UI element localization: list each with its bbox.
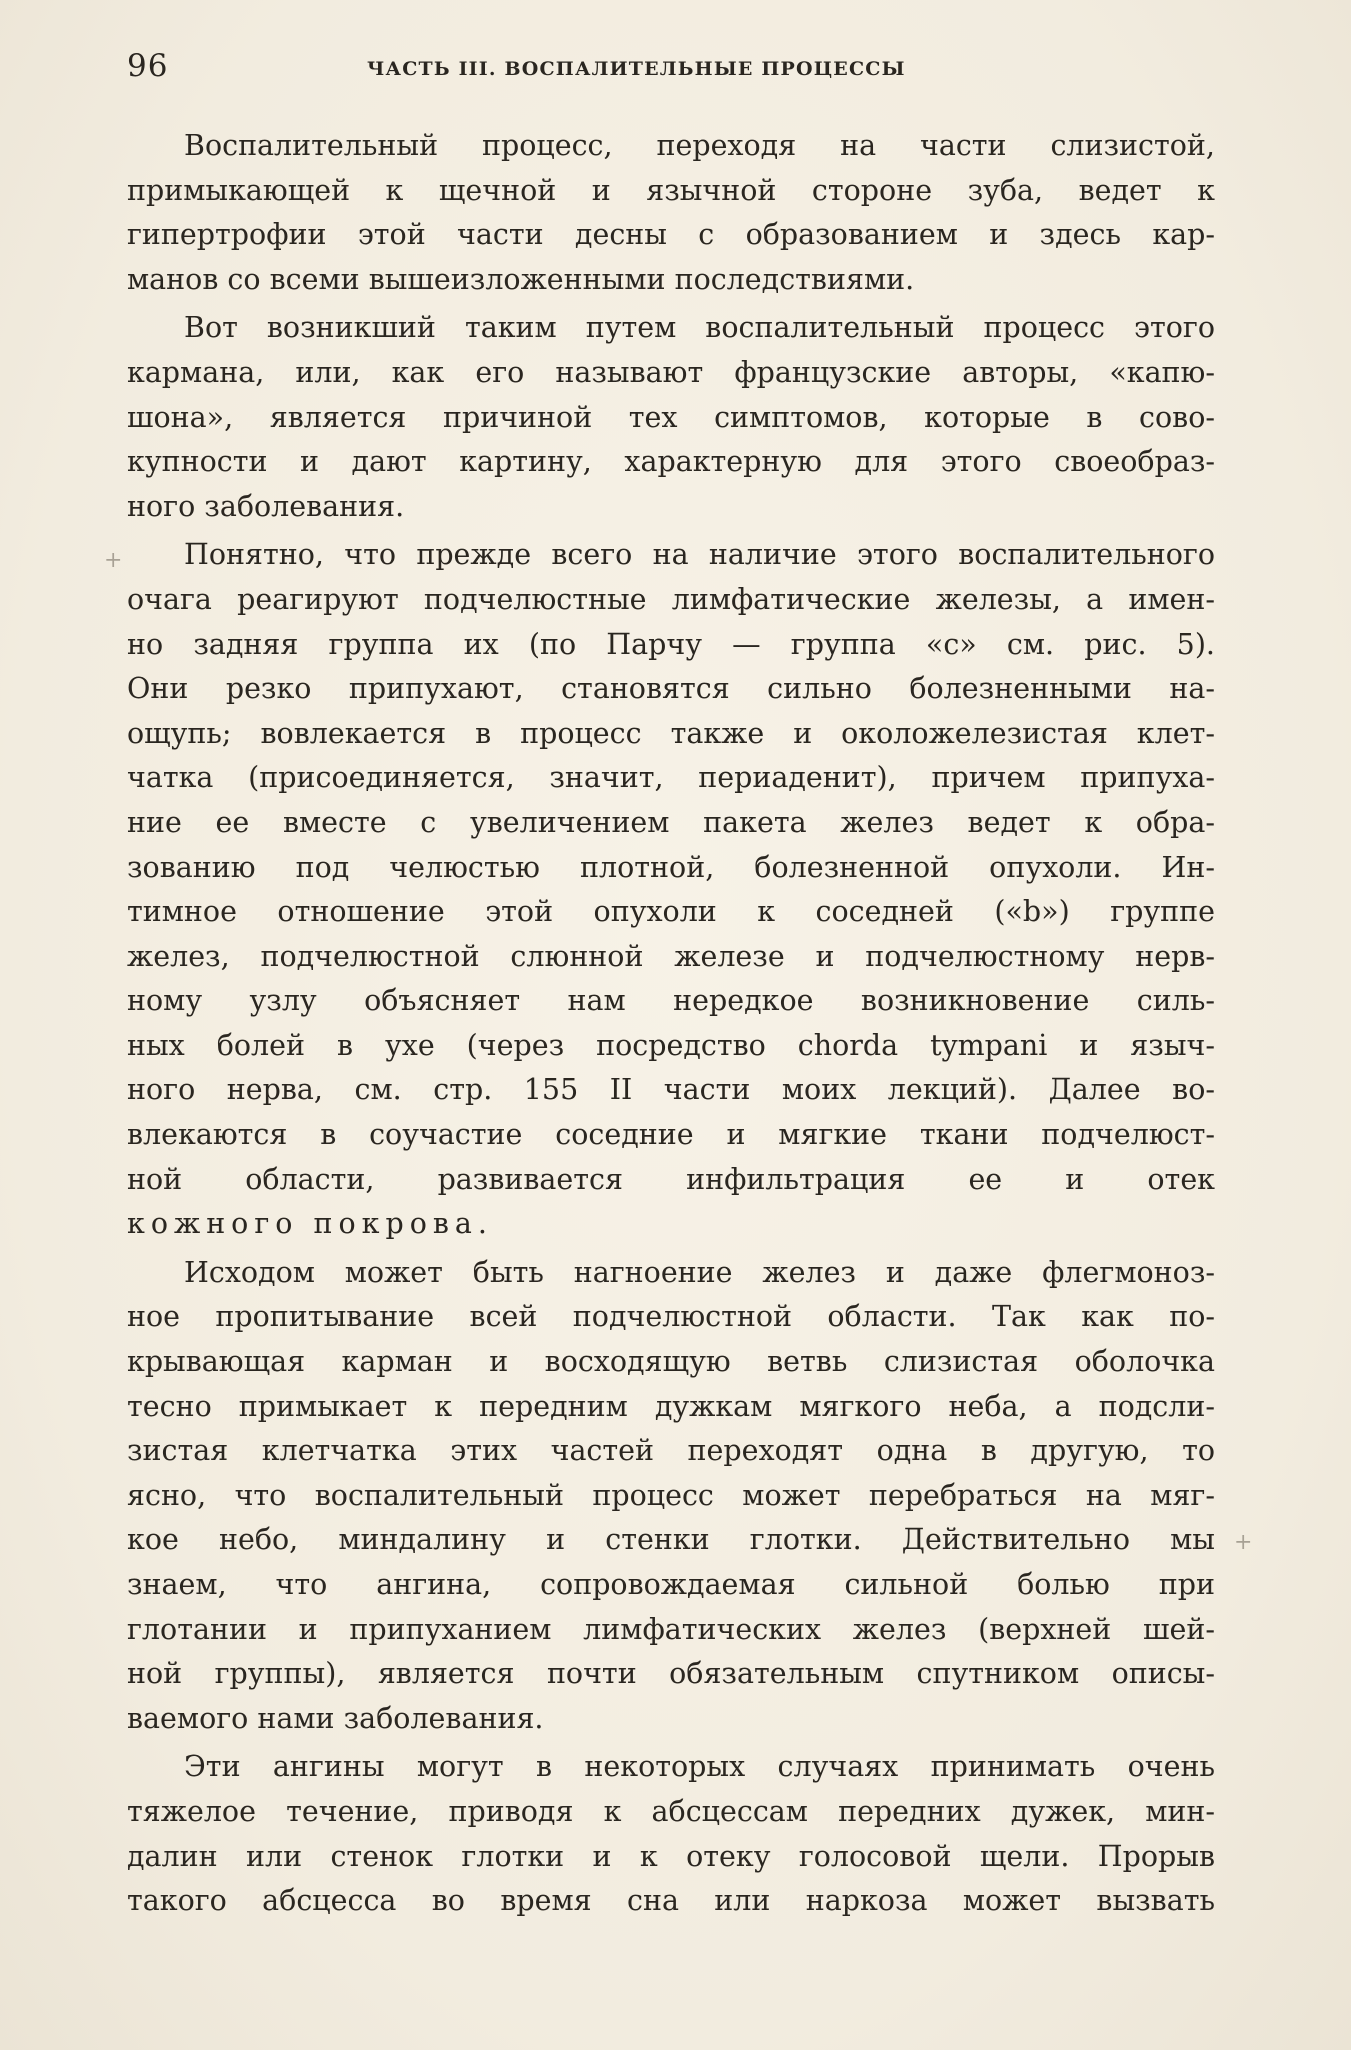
text-line: ясно, что воспалительный процесс может перебраться на мяг- (127, 1478, 1215, 1512)
pencil-mark: + (1234, 1530, 1253, 1555)
text-line: кожного покрова. (127, 1207, 493, 1241)
text-line: Вот возникший таким путем воспалительный процесс этого (184, 311, 1215, 345)
text-line: очага реагируют подчелюстные лимфатические железы, а имен- (127, 582, 1215, 616)
text-line: купности и дают картину, характерную для этого своеобраз- (127, 445, 1215, 479)
text-line: кое небо, миндалину и стенки глотки. Действительно мы (127, 1523, 1215, 1557)
paragraph-5 (127, 1745, 1215, 1923)
text-line: ных болей в ухе (через посредство chorda tympani и языч- (127, 1028, 1215, 1062)
text-line: шона», является причиной тех симптомов, которые в сово- (127, 400, 1215, 434)
text-line: примыкающей к щечной и язычной стороне зуба, ведет к (127, 173, 1215, 207)
text-line: кармана, или, как его называют французские авторы, «капю- (127, 355, 1215, 389)
text-line: ное пропитывание всей подчелюстной области. Так как по- (127, 1300, 1215, 1334)
text-line: Они резко припухают, становятся сильно болезненными на- (127, 672, 1215, 706)
text-line: манов со всеми вышеизложенными последствиями. (127, 262, 915, 296)
paragraph-2 (127, 306, 1215, 529)
text-line: зистая клетчатка этих частей переходят одна в другую, то (127, 1434, 1215, 1468)
text-line: Эти ангины могут в некоторых случаях принимать очень (184, 1750, 1215, 1784)
text-line: ного нерва, см. стр. 155 II части моих лекций). Далее во- (127, 1073, 1215, 1107)
text-line: ной области, развивается инфильтрация ее и отек (127, 1162, 1215, 1196)
page-number: 96 (127, 48, 169, 84)
text-line: ние ее вместе с увеличением пакета желез ведет к обра- (127, 805, 1215, 839)
running-header (127, 48, 1215, 88)
text-line: гипертрофии этой части десны с образованием и здесь кар- (127, 218, 1215, 252)
text-line: ваемого нами заболевания. (127, 1701, 544, 1735)
body-text (127, 124, 1215, 1924)
text-line: тимное отношение этой опухоли к соседней («b») группе (127, 895, 1215, 929)
text-line: но задняя группа их (по Парчу — группа «с» см. рис. 5). (127, 627, 1215, 661)
text-line: крывающая карман и восходящую ветвь слизистая оболочка (127, 1345, 1215, 1379)
chapter-title: ЧАСТЬ III. ВОСПАЛИТЕЛЬНЫЕ ПРОЦЕССЫ (367, 58, 906, 80)
text-line: зованию под челюстью плотной, болезненной опухоли. Ин- (127, 850, 1215, 884)
text-line: тесно примыкает к передним дужкам мягкого неба, а подсли- (127, 1389, 1215, 1423)
text-line: ной группы), является почти обязательным спутником описы- (127, 1657, 1215, 1691)
text-line: ощупь; вовлекается в процесс также и околожелезистая клет- (127, 716, 1215, 750)
text-line: Воспалительный процесс, переходя на части слизистой, (184, 129, 1215, 162)
text-line: влекаются в соучастие соседние и мягкие ткани подчелюст- (127, 1118, 1215, 1152)
text-line: тяжелое течение, приводя к абсцессам передних дужек, мин- (127, 1794, 1215, 1828)
paragraph-1 (127, 124, 1215, 302)
text-line: Понятно, что прежде всего на наличие этого воспалительного (184, 538, 1215, 572)
text-line: ному узлу объясняет нам нередкое возникновение силь- (127, 984, 1215, 1018)
pencil-mark: + (104, 548, 123, 573)
text-line: знаем, что ангина, сопровождаемая сильной болью при (127, 1568, 1215, 1601)
paragraph-3 (127, 533, 1215, 1247)
text-line: чатка (присоединяется, значит, периаденит), причем припуха- (127, 761, 1215, 795)
text-line: желез, подчелюстной слюнной железе и подчелюстному нерв- (127, 939, 1215, 973)
text-line: такого абсцесса во время сна или наркоза может вызвать (127, 1884, 1215, 1918)
paragraph-4 (127, 1251, 1215, 1742)
text-line: далин или стенок глотки и к отеку голосовой щели. Прорыв (127, 1839, 1215, 1873)
text-line: Исходом может быть нагноение желез и даже флегмоноз- (184, 1255, 1215, 1289)
text-line: глотании и припуханием лимфатических желез (верхней шей- (127, 1612, 1215, 1646)
text-line: ного заболевания. (127, 489, 405, 523)
